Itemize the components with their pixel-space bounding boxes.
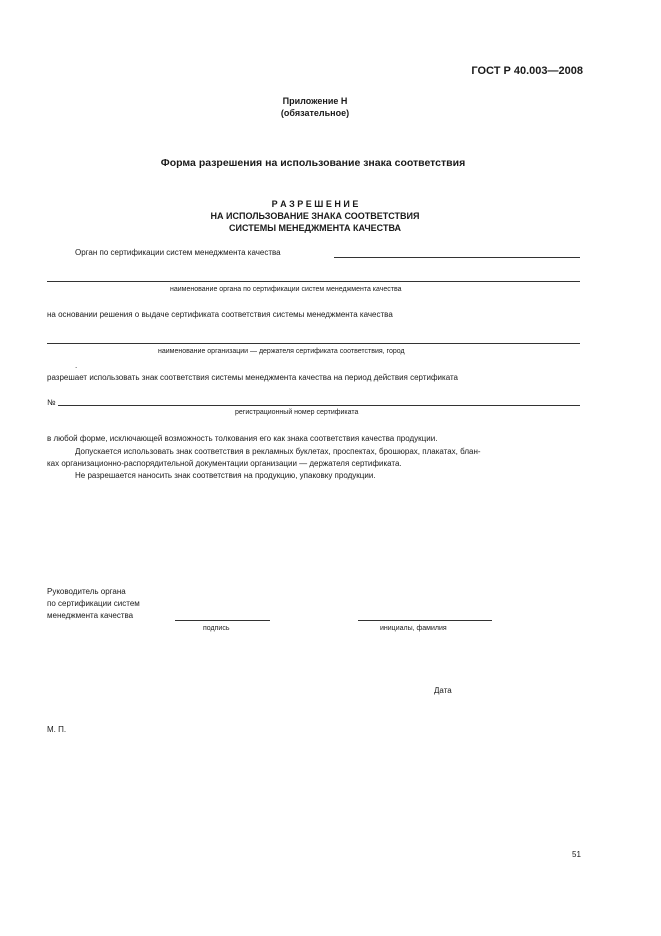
appendix-title: Приложение Н bbox=[282, 96, 348, 106]
signature-line bbox=[175, 620, 270, 621]
head-line-1: Руководитель органа bbox=[47, 587, 126, 596]
holder-name-line bbox=[47, 343, 580, 344]
form-title: Форма разрешения на использование знака соответствия bbox=[160, 157, 466, 169]
number-line bbox=[58, 405, 580, 406]
seal-label: М. П. bbox=[47, 725, 67, 734]
number-label: № bbox=[47, 398, 56, 407]
organ-caption: наименование органа по сертификации систем менеджмента качества bbox=[170, 286, 402, 293]
paragraph-3: Не разрешается наносить знак соответствия на продукцию, упаковку продукции. bbox=[75, 471, 376, 480]
paragraph-2-line-1: Допускается использовать знак соответствия в рекламных буклетах, проспектах, брошюрах, плакатах, блан- bbox=[75, 447, 481, 456]
heading-line-1: Р А З Р Е Ш Е Н И Е bbox=[271, 199, 359, 209]
permits-text: разрешает использовать знак соответствия системы менеджмента качества на период действия сертификата bbox=[47, 373, 458, 382]
organ-label: Орган по сертификации систем менеджмента качества bbox=[75, 248, 281, 257]
basis-text: на основании решения о выдаче сертификата соответствия системы менеджмента качества bbox=[47, 310, 393, 319]
paragraph-1: в любой форме, исключающей возможность толкования его как знака соответствия качества продукции. bbox=[47, 434, 438, 443]
date-label: Дата bbox=[434, 686, 452, 695]
signature-caption: подпись bbox=[203, 625, 230, 632]
name-line bbox=[358, 620, 492, 621]
paragraph-2-line-2: ках организационно-распорядительной документации организации — держателя сертификата. bbox=[47, 459, 402, 468]
dot-mark: . bbox=[75, 361, 78, 370]
head-line-3: менеджмента качества bbox=[47, 611, 134, 620]
name-caption: инициалы, фамилия bbox=[380, 625, 447, 632]
heading-line-3: СИСТЕМЫ МЕНЕДЖМЕНТА КАЧЕСТВА bbox=[229, 223, 401, 233]
heading-line-2: НА ИСПОЛЬЗОВАНИЕ ЗНАКА СООТВЕТСТВИЯ bbox=[210, 211, 420, 221]
number-caption: регистрационный номер сертификата bbox=[235, 409, 359, 416]
standard-code: ГОСТ Р 40.003—2008 bbox=[471, 65, 583, 77]
page-number: 51 bbox=[572, 850, 581, 859]
organ-name-line bbox=[47, 281, 580, 282]
organ-fill-line bbox=[334, 257, 580, 258]
appendix-status: (обязательное) bbox=[280, 108, 350, 118]
holder-caption: наименование организации — держателя сертификата соответствия, город bbox=[158, 348, 405, 355]
head-line-2: по сертификации систем bbox=[47, 599, 140, 608]
